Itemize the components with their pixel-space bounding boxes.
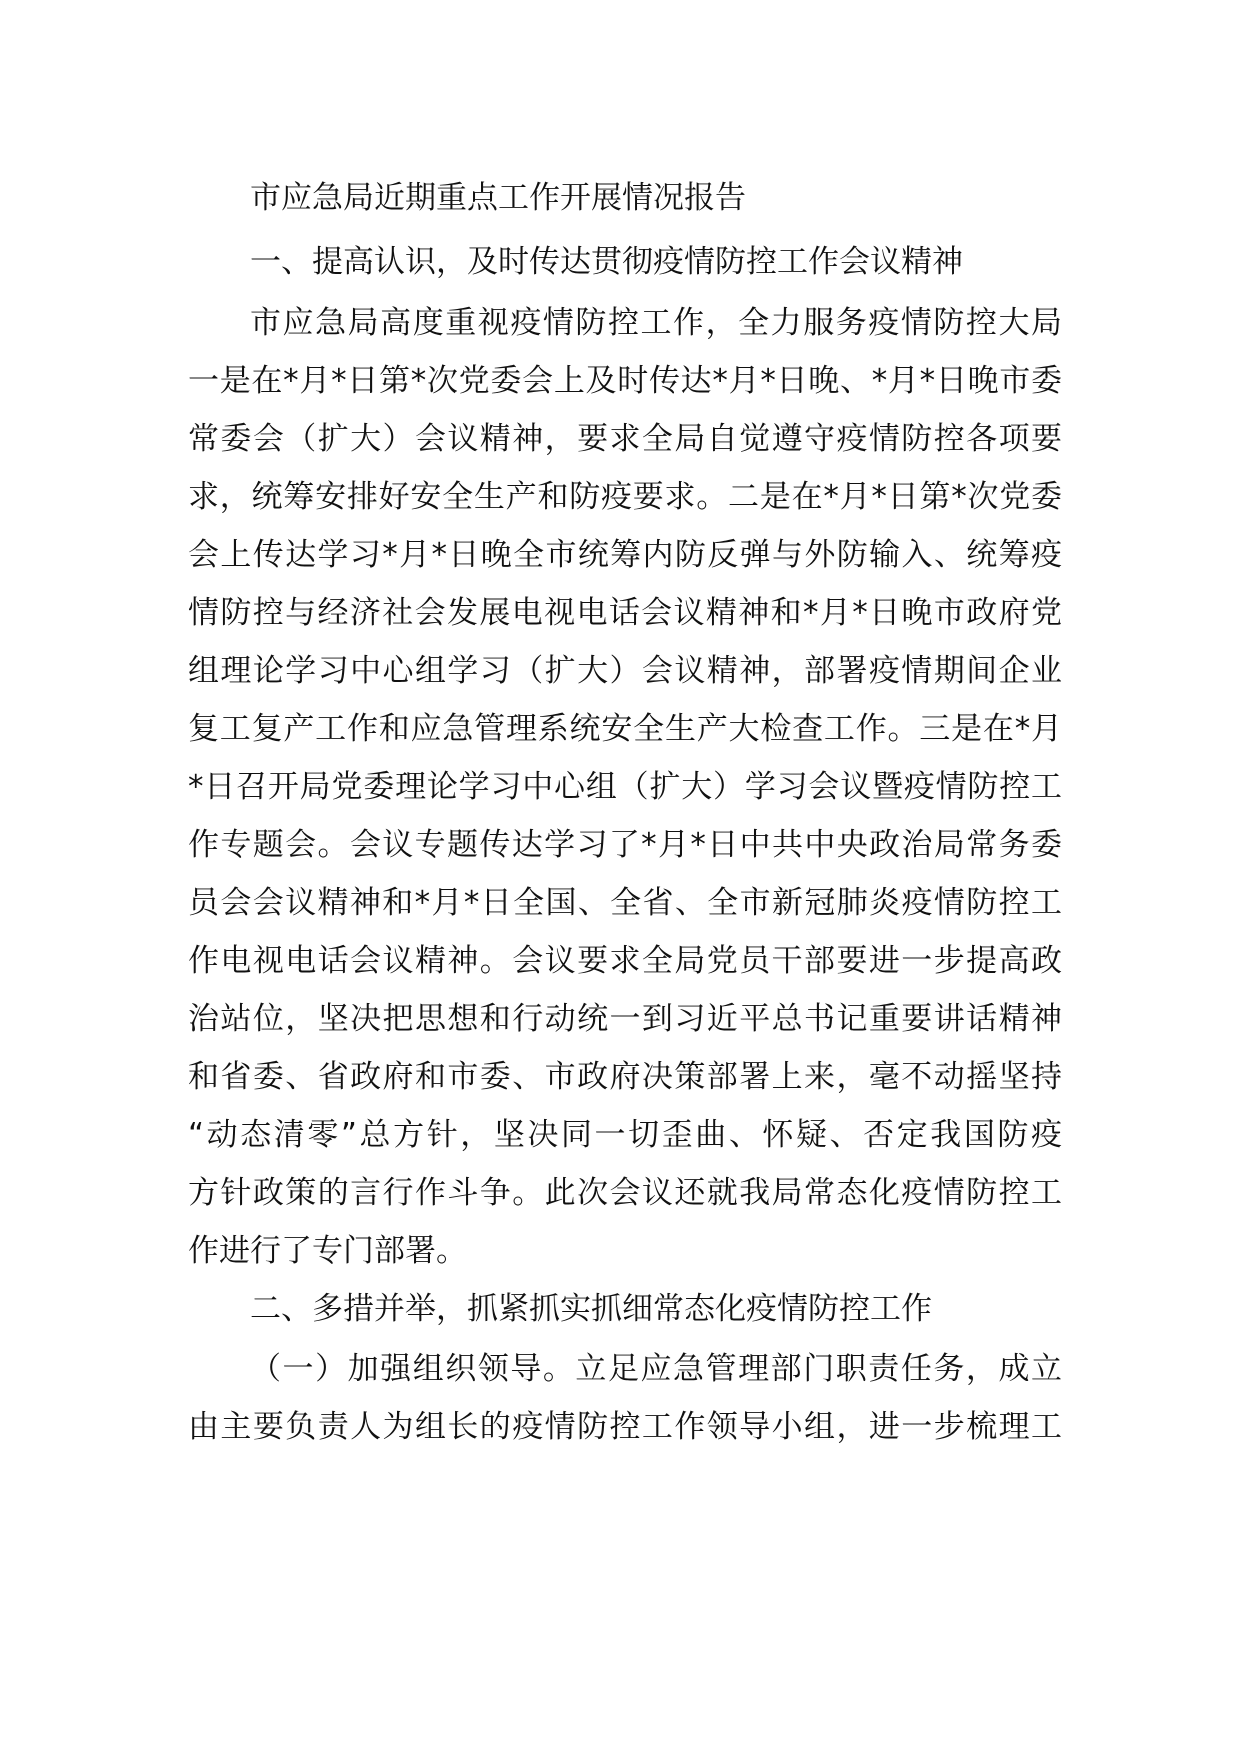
paragraph-1-line: 员会会议精神和*月*日全国、全省、全市新冠肺炎疫情防控工 — [188, 885, 1062, 921]
paragraph-2-line: （一）加强组织领导。立足应急管理部门职责任务，成立 — [250, 1351, 1062, 1387]
paragraph-1-line: *日召开局党委理论学习中心组（扩大）学习会议暨疫情防控工 — [188, 769, 1062, 805]
paragraph-1-line: “动态清零”总方针，坚决同一切歪曲、怀疑、否定我国防疫 — [188, 1117, 1062, 1153]
paragraph-1-line: 会上传达学习*月*日晚全市统筹内防反弹与外防输入、统筹疫 — [188, 537, 1062, 573]
paragraph-1-line: 治站位，坚决把思想和行动统一到习近平总书记重要讲话精神 — [188, 1001, 1062, 1037]
paragraph-1-line: 作专题会。会议专题传达学习了*月*日中共中央政治局常务委 — [188, 827, 1062, 863]
paragraph-1-line: 一是在*月*日第*次党委会上及时传达*月*日晚、*月*日晚市委 — [188, 363, 1062, 399]
paragraph-1-line: 和省委、省政府和市委、市政府决策部署上来，毫不动摇坚持 — [188, 1059, 1062, 1095]
section-heading-2: 二、多措并举，抓紧抓实抓细常态化疫情防控工作 — [250, 1291, 932, 1327]
paragraph-1-line: 组理论学习中心组学习（扩大）会议精神，部署疫情期间企业 — [188, 653, 1062, 689]
paragraph-1-line: 常委会（扩大）会议精神，要求全局自觉遵守疫情防控各项要 — [188, 421, 1062, 457]
paragraph-1-line: 情防控与经济社会发展电视电话会议精神和*月*日晚市政府党 — [188, 595, 1062, 631]
paragraph-1-line: 求，统筹安排好安全生产和防疫要求。二是在*月*日第*次党委 — [188, 479, 1062, 515]
paragraph-1-line: 作进行了专门部署。 — [188, 1233, 467, 1269]
section-heading-1: 一、提高认识，及时传达贯彻疫情防控工作会议精神 — [250, 244, 963, 280]
paragraph-2-line: 由主要负责人为组长的疫情防控工作领导小组，进一步梳理工 — [188, 1409, 1062, 1445]
paragraph-1-line: 作电视电话会议精神。会议要求全局党员干部要进一步提高政 — [188, 943, 1062, 979]
paragraph-1-line: 市应急局高度重视疫情防控工作，全力服务疫情防控大局 — [250, 305, 1062, 341]
document-title: 市应急局近期重点工作开展情况报告 — [250, 180, 746, 216]
paragraph-1-line: 复工复产工作和应急管理系统安全生产大检查工作。三是在*月 — [188, 711, 1062, 747]
paragraph-1-line: 方针政策的言行作斗争。此次会议还就我局常态化疫情防控工 — [188, 1175, 1062, 1211]
